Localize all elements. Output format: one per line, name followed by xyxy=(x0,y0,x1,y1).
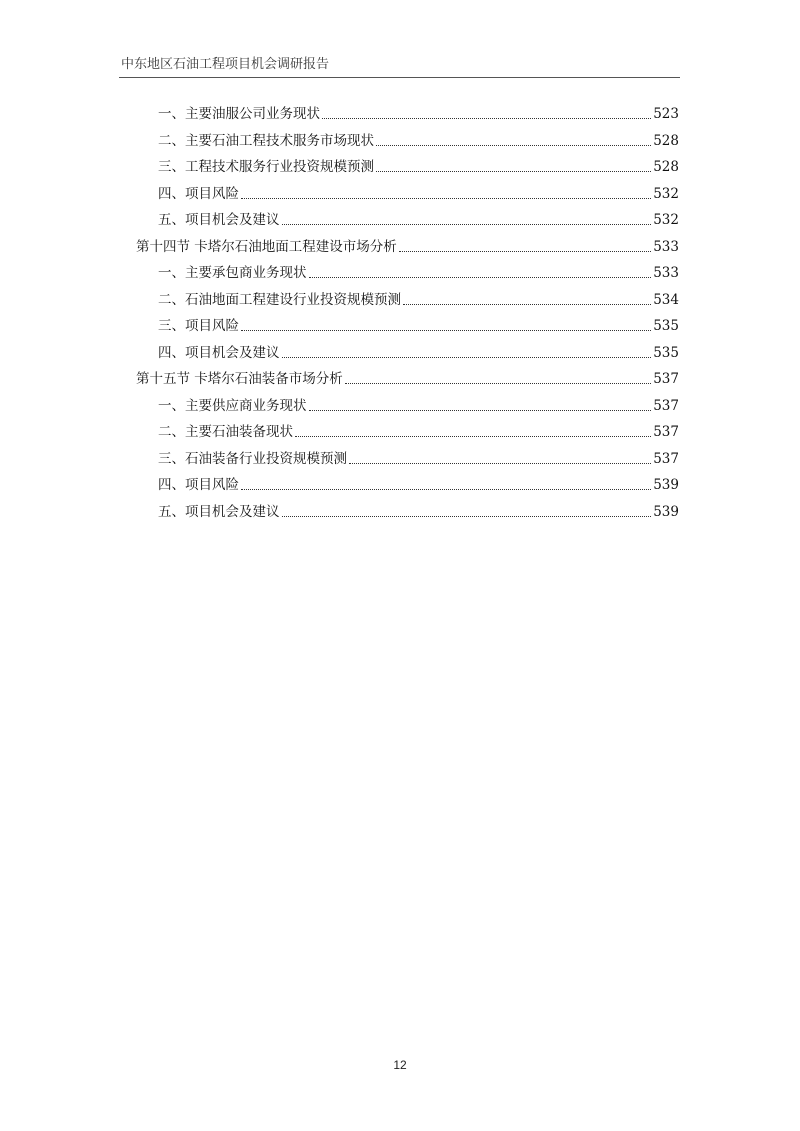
toc-entry-title: 二、主要石油装备现状 xyxy=(158,424,293,440)
toc-dot-leader xyxy=(376,145,651,146)
toc-entry-title: 三、石油装备行业投资规模预测 xyxy=(158,450,347,467)
toc-dot-leader xyxy=(241,198,651,199)
toc-dot-leader xyxy=(241,330,651,331)
toc-subsection-entry[interactable] xyxy=(158,468,679,494)
toc-subsection-entry[interactable] xyxy=(158,97,679,123)
toc-subsection-entry[interactable] xyxy=(158,283,679,309)
toc-page-number: 528 xyxy=(653,132,679,149)
toc-page-number: 534 xyxy=(653,291,679,308)
toc-entry-title: 第十五节 卡塔尔石油装备市场分析 xyxy=(136,371,343,387)
toc-dot-leader xyxy=(309,277,652,278)
toc-dot-leader xyxy=(399,251,651,252)
toc-entry-title: 四、项目机会及建议 xyxy=(158,344,280,361)
toc-subsection-entry[interactable] xyxy=(158,415,679,441)
toc-subsection-entry[interactable] xyxy=(158,203,679,229)
toc-entry-title: 五、项目机会及建议 xyxy=(158,503,280,520)
toc-entry-title: 一、主要承包商业务现状 xyxy=(158,265,307,281)
toc-dot-leader xyxy=(376,171,651,172)
toc-dot-leader xyxy=(345,383,651,384)
toc-dot-leader xyxy=(309,410,652,411)
toc-dot-leader xyxy=(282,357,652,358)
toc-dot-leader xyxy=(282,224,652,225)
toc-subsection-entry[interactable] xyxy=(158,177,679,203)
toc-entry-title: 四、项目风险 xyxy=(158,477,239,493)
toc-dot-leader xyxy=(322,118,651,119)
toc-section-entry[interactable] xyxy=(136,362,679,388)
toc-entry-title: 二、石油地面工程建设行业投资规模预测 xyxy=(158,291,401,308)
toc-page-number: 532 xyxy=(653,185,679,202)
toc-dot-leader xyxy=(349,463,651,464)
toc-entry-title: 第十四节 卡塔尔石油地面工程建设市场分析 xyxy=(136,238,397,255)
toc-page-number: 535 xyxy=(653,344,679,361)
toc-entry-title: 五、项目机会及建议 xyxy=(158,212,280,228)
toc-page-number: 535 xyxy=(653,318,679,334)
toc-entry-title: 一、主要供应商业务现状 xyxy=(158,397,307,414)
toc-dot-leader xyxy=(403,304,651,305)
toc-subsection-entry[interactable] xyxy=(158,389,679,415)
toc-page-number: 533 xyxy=(653,265,679,281)
toc-subsection-entry[interactable] xyxy=(158,150,679,176)
toc-section-entry[interactable] xyxy=(136,230,679,256)
toc-subsection-entry[interactable] xyxy=(158,336,679,362)
toc-subsection-entry[interactable] xyxy=(158,495,679,521)
toc-page-number: 532 xyxy=(653,212,679,228)
toc-page-number: 533 xyxy=(653,238,679,255)
toc-page-number: 528 xyxy=(653,159,679,175)
toc-page-number: 537 xyxy=(653,450,679,467)
toc-page-number: 539 xyxy=(653,477,679,493)
page-number: 12 xyxy=(393,1058,407,1072)
toc-page-number: 537 xyxy=(653,371,679,387)
header-divider xyxy=(119,77,680,78)
toc-page-number: 539 xyxy=(653,503,679,520)
toc-subsection-entry[interactable] xyxy=(158,442,679,468)
toc-entry-title: 三、工程技术服务行业投资规模预测 xyxy=(158,159,374,175)
toc-dot-leader xyxy=(282,516,652,517)
toc-subsection-entry[interactable] xyxy=(158,309,679,335)
toc-entry-title: 三、项目风险 xyxy=(158,318,239,334)
toc-entry-title: 二、主要石油工程技术服务市场现状 xyxy=(158,132,374,149)
toc-subsection-entry[interactable] xyxy=(158,256,679,282)
toc-subsection-entry[interactable] xyxy=(158,124,679,150)
toc-entry-title: 一、主要油服公司业务现状 xyxy=(158,106,320,122)
toc-page-number: 537 xyxy=(653,397,679,414)
running-header: 中东地区石油工程项目机会调研报告 xyxy=(121,57,330,72)
toc-page-number: 537 xyxy=(653,424,679,440)
toc-dot-leader xyxy=(295,436,651,437)
toc-dot-leader xyxy=(241,489,651,490)
toc-entry-title: 四、项目风险 xyxy=(158,185,239,202)
toc-page-number: 523 xyxy=(653,106,679,122)
